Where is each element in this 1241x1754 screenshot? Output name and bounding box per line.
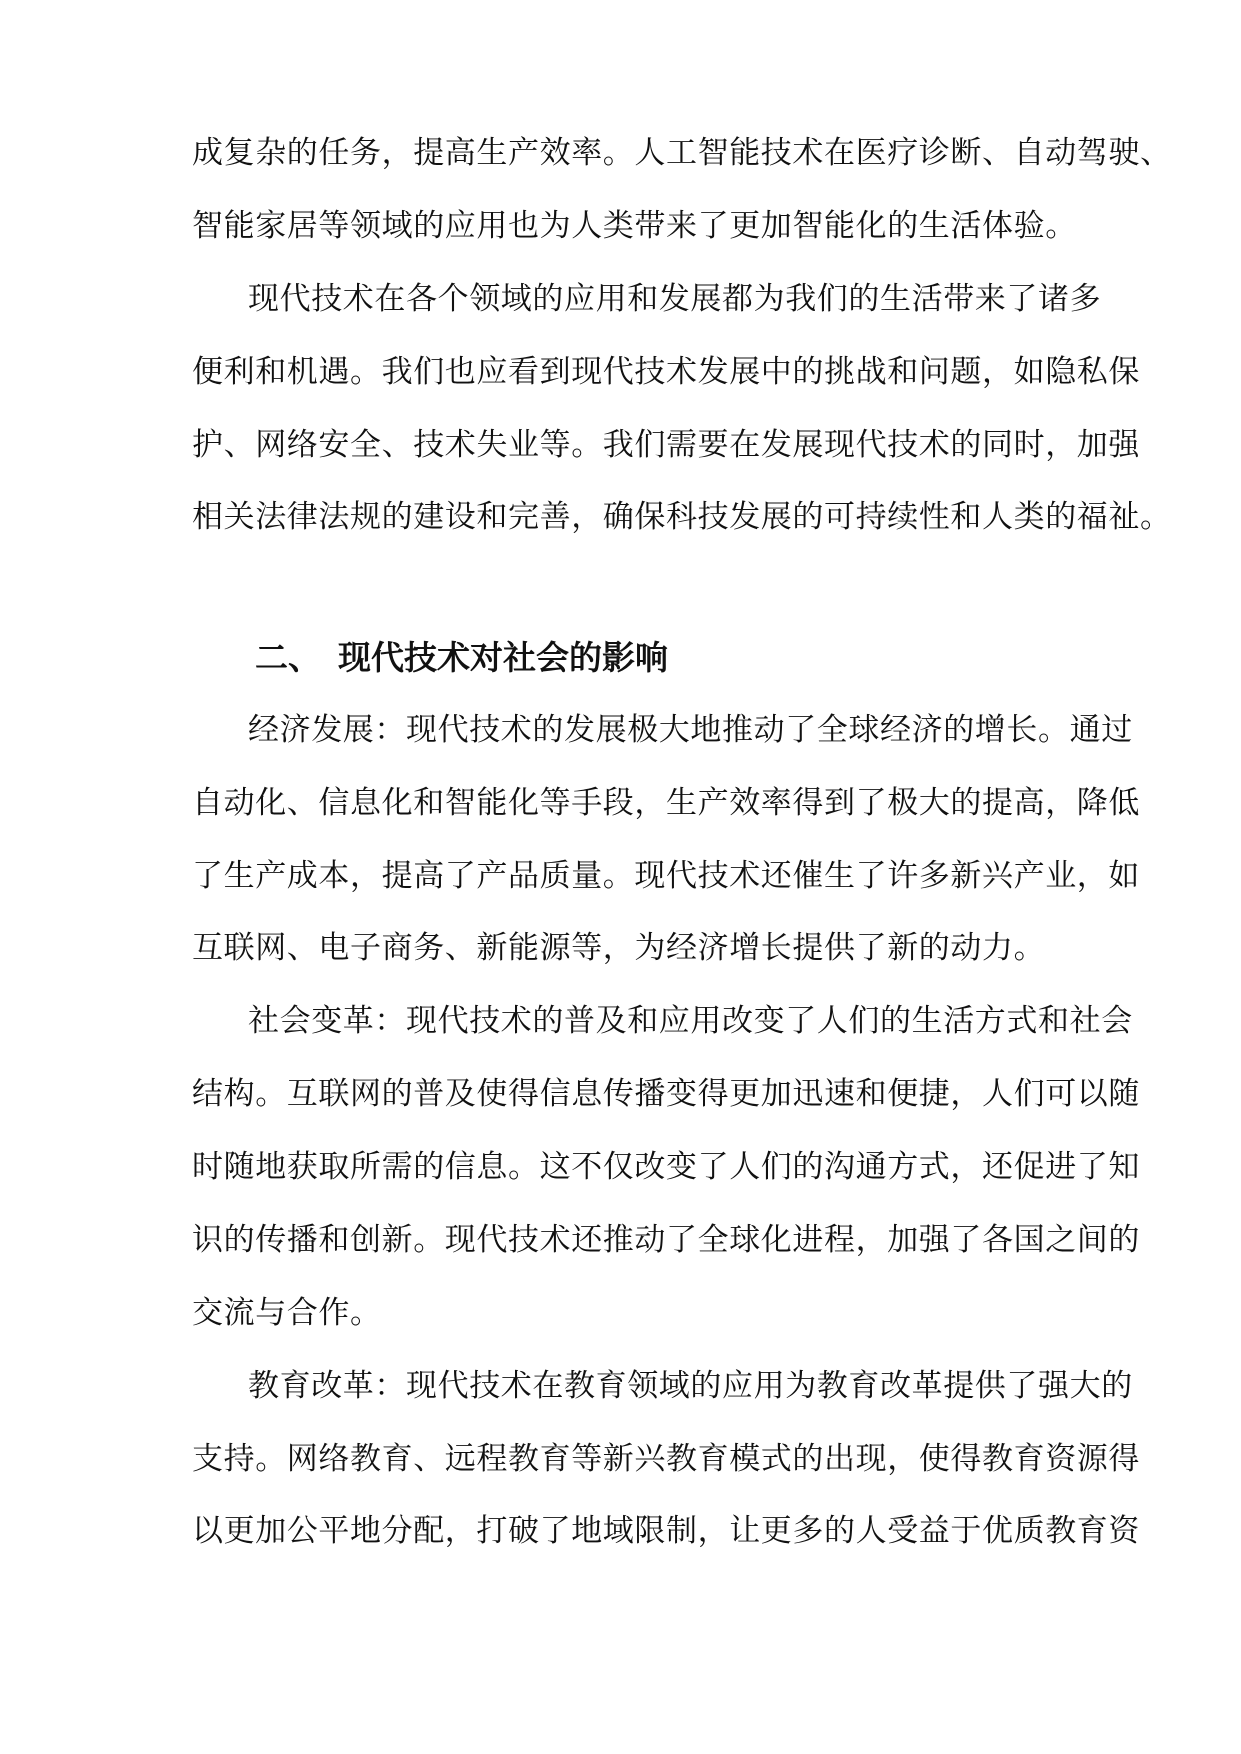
paragraph-line: 护、网络安全、技术失业等。我们需要在发展现代技术的同时，加强	[192, 427, 1140, 463]
paragraph-line: 便利和机遇。我们也应看到现代技术发展中的挑战和问题，如隐私保	[192, 354, 1140, 390]
paragraph-line: 成复杂的任务，提高生产效率。人工智能技术在医疗诊断、自动驾驶、	[192, 135, 1172, 171]
paragraph-line: 支持。网络教育、远程教育等新兴教育模式的出现，使得教育资源得	[192, 1441, 1140, 1477]
paragraph-line: 交流与合作。	[192, 1295, 382, 1331]
paragraph-line: 智能家居等领域的应用也为人类带来了更加智能化的生活体验。	[192, 208, 1077, 244]
paragraph-line: 经济发展：现代技术的发展极大地推动了全球经济的增长。通过	[248, 712, 1133, 748]
paragraph-line: 社会变革：现代技术的普及和应用改变了人们的生活方式和社会	[248, 1003, 1133, 1039]
paragraph-line: 结构。互联网的普及使得信息传播变得更加迅速和便捷，人们可以随	[192, 1076, 1140, 1112]
section-title: 现代技术对社会的影响	[338, 638, 668, 677]
paragraph-line: 识的传播和创新。现代技术还推动了全球化进程，加强了各国之间的	[192, 1222, 1140, 1258]
paragraph-line: 互联网、电子商务、新能源等，为经济增长提供了新的动力。	[192, 930, 1046, 966]
paragraph-line: 自动化、信息化和智能化等手段，生产效率得到了极大的提高，降低	[192, 785, 1140, 821]
section-number: 二、	[255, 638, 321, 677]
paragraph-line: 了生产成本，提高了产品质量。现代技术还催生了许多新兴产业，如	[192, 858, 1140, 894]
paragraph-line: 教育改革：现代技术在教育领域的应用为教育改革提供了强大的	[248, 1368, 1133, 1404]
section-heading	[255, 637, 668, 679]
paragraph-line: 现代技术在各个领域的应用和发展都为我们的生活带来了诸多	[248, 281, 1102, 317]
paragraph-line: 相关法律法规的建设和完善，确保科技发展的可持续性和人类的福祉。	[192, 499, 1172, 535]
paragraph-line: 以更加公平地分配，打破了地域限制，让更多的人受益于优质教育资	[192, 1513, 1140, 1549]
paragraph-line: 时随地获取所需的信息。这不仅改变了人们的沟通方式，还促进了知	[192, 1149, 1140, 1185]
